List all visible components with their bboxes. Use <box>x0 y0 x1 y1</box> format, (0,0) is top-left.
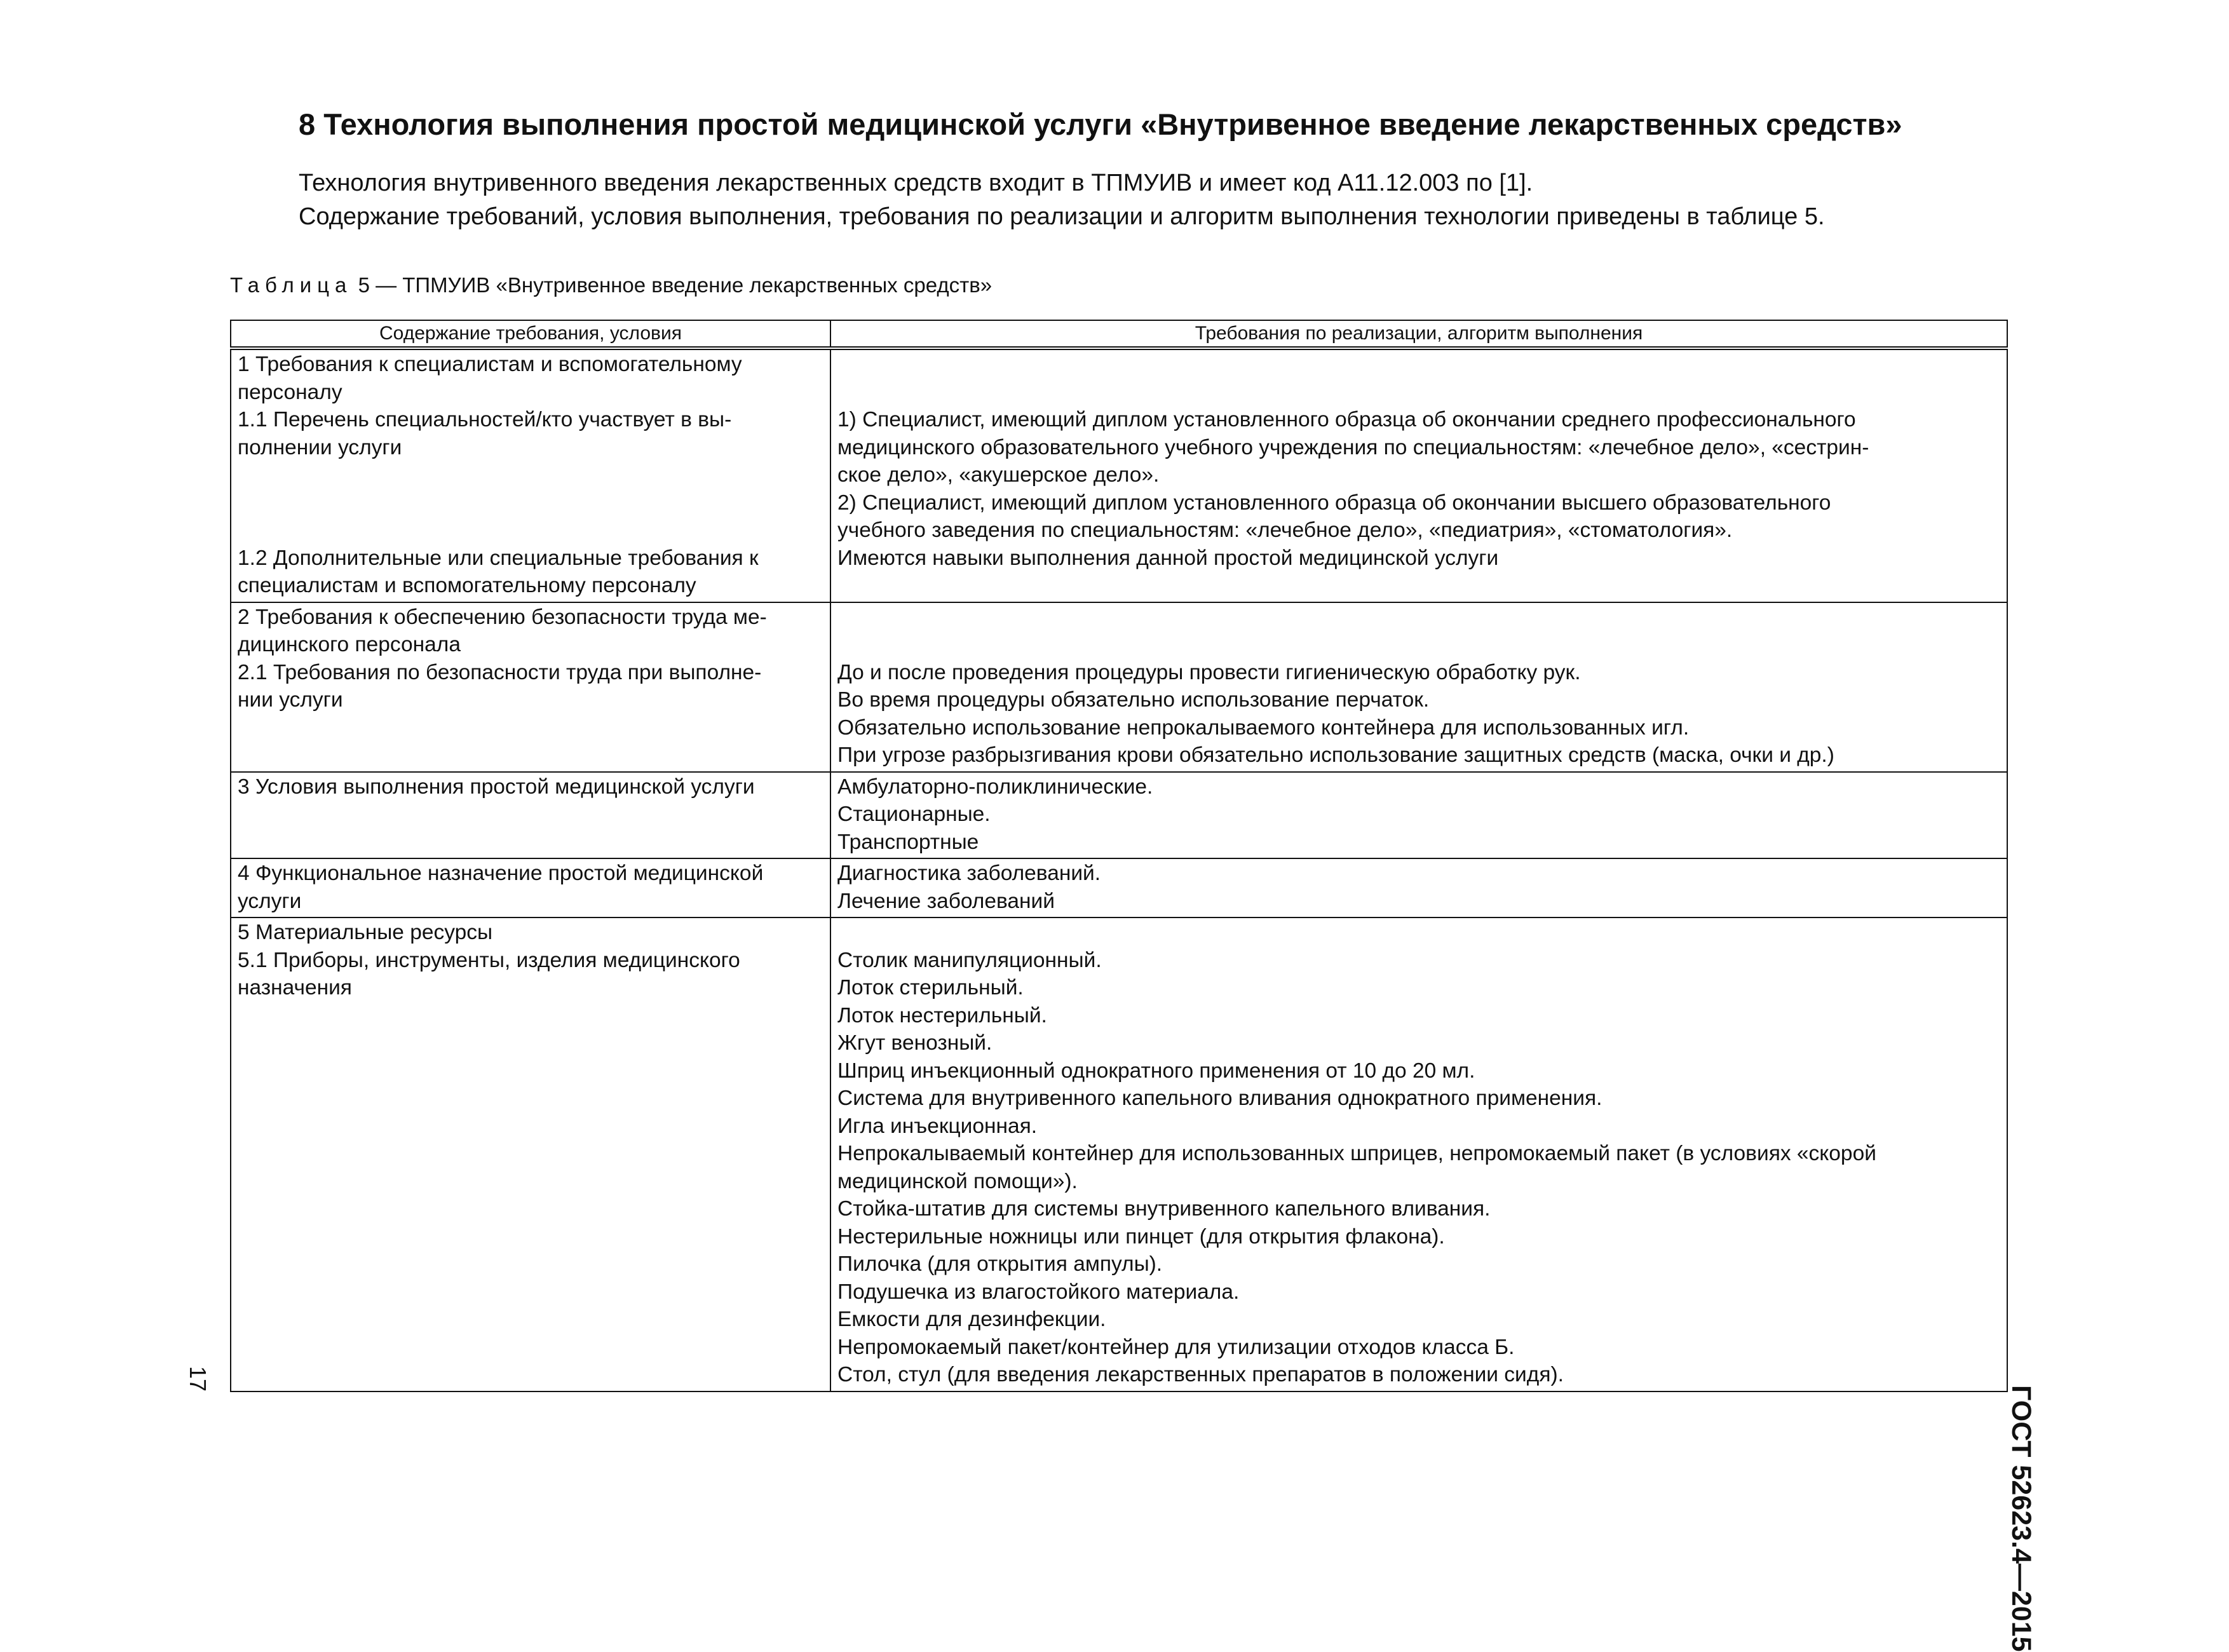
resource-item: Столик манипуляционный. <box>837 948 1102 972</box>
cell-line: 1) Специалист, имеющий диплом установленного образца об окончании среднего профессионального <box>837 408 1856 431</box>
cell-spacer <box>837 604 2000 659</box>
page-number: 17 <box>185 1366 211 1392</box>
cell-line: 1 Требования к специалистам и вспомогательному <box>238 353 742 376</box>
cell-line: 2) Специалист, имеющий диплом установленного образца об окончании высшего образовательного <box>837 491 1831 515</box>
requirement-cell <box>231 602 830 772</box>
resource-item: Жгут венозный. <box>837 1031 993 1055</box>
cell-line: медицинского образовательного учебного учреждения по специальностям: «лечебное дело», «сестрин- <box>837 435 1869 459</box>
requirements-table <box>230 320 2008 1392</box>
cell-line: Транспортные <box>837 830 979 854</box>
resource-item: Лоток стерильный. <box>837 976 1024 999</box>
implementation-cell <box>830 772 2007 859</box>
implementation-cell <box>830 858 2007 917</box>
resource-item: Непрокалываемый контейнер для использованных шприцев, непромокаемый пакет (в условиях «скорой <box>837 1142 1876 1165</box>
table-header-row <box>231 320 2007 348</box>
cell-line: 4 Функциональное назначение простой медицинской <box>238 862 764 885</box>
cell-line: полнении услуги <box>238 435 402 459</box>
cell-line: 3 Условия выполнения простой медицинской услуги <box>238 775 755 799</box>
implementation-cell <box>830 348 2007 602</box>
intro-text <box>299 166 1825 234</box>
column-header-requirements: Содержание требования, условия <box>231 320 830 348</box>
cell-line: 5 Материальные ресурсы <box>238 921 493 944</box>
intro-line: Технология внутривенного введения лекарственных средств входит в ТПМУИВ и имеет код А11.12.003 по [1]. <box>299 170 1533 196</box>
intro-line: Содержание требований, условия выполнения, требования по реализации и алгоритм выполнения технологии приведены в таблице 5. <box>299 203 1825 230</box>
cell-line: Лечение заболеваний <box>837 889 1055 913</box>
cell-spacer <box>238 461 823 545</box>
cell-line: учебного заведения по специальностям: «лечебное дело», «педиатрия», «стоматология». <box>837 518 1733 542</box>
column-header-implementation: Требования по реализации, алгоритм выполнения <box>830 320 2007 348</box>
resource-item: медицинской помощи»). <box>837 1169 1078 1193</box>
table-caption <box>230 273 992 297</box>
cell-line: специалистам и вспомогательному персоналу <box>238 574 696 597</box>
cell-line: Стационарные. <box>837 802 991 826</box>
implementation-cell <box>830 917 2007 1391</box>
cell-line: персоналу <box>238 380 342 404</box>
cell-line: услуги <box>238 889 302 913</box>
table-row <box>231 348 2007 602</box>
cell-line: ское дело», «акушерское дело». <box>837 463 1160 487</box>
table-row <box>231 917 2007 1391</box>
cell-spacer <box>837 919 2000 947</box>
cell-line: При угрозе разбрызгивания крови обязательно использование защитных средств (маска, очки и др.) <box>837 743 1834 767</box>
resource-item: Емкости для дезинфекции. <box>837 1308 1106 1331</box>
cell-line: нии услуги <box>238 688 343 712</box>
resource-item: Лоток нестерильный. <box>837 1003 1047 1027</box>
cell-line: 2 Требования к обеспечению безопасности труда ме- <box>238 605 767 629</box>
table-row <box>231 772 2007 859</box>
cell-line: 5.1 Приборы, инструменты, изделия медицинского <box>238 948 740 972</box>
cell-line: назначения <box>238 976 352 999</box>
requirement-cell <box>231 348 830 602</box>
implementation-cell <box>830 602 2007 772</box>
resource-item: Шприц инъекционный однократного применения от 10 до 20 мл. <box>837 1059 1475 1083</box>
resource-item: Подушечка из влагостойкого материала. <box>837 1280 1240 1304</box>
resource-item: Стол, стул (для введения лекарственных препаратов в положении сидя). <box>837 1363 1564 1386</box>
cell-line: Имеются навыки выполнения данной простой медицинской услуги <box>837 546 1499 570</box>
table-row <box>231 602 2007 772</box>
cell-spacer <box>837 351 2000 406</box>
resource-item: Нестерильные ножницы или пинцет (для открытия флакона). <box>837 1224 1445 1249</box>
requirement-cell <box>231 858 830 917</box>
cell-line: Амбулаторно-поликлинические. <box>837 775 1153 799</box>
section-heading: 8 Технология выполнения простой медицинской услуги «Внутривенное введение лекарственных средств» <box>299 107 1902 141</box>
cell-line: Обязательно использование непрокалываемого контейнера для использованных игл. <box>837 715 1690 740</box>
cell-line: 1.1 Перечень специальностей/кто участвует в вы- <box>238 408 732 431</box>
cell-line: дицинского персонала <box>238 633 461 656</box>
resource-item: Пилочка (для открытия ампулы). <box>837 1252 1163 1276</box>
cell-line: 2.1 Требования по безопасности труда при выполне- <box>238 660 762 684</box>
resource-item: Непромокаемый пакет/контейнер для утилизации отходов класса Б. <box>837 1335 1515 1359</box>
cell-line: Диагностика заболеваний. <box>837 862 1101 885</box>
cell-line: До и после проведения процедуры провести гигиеническую обработку рук. <box>837 660 1581 684</box>
cell-line: 1.2 Дополнительные или специальные требования к <box>238 546 759 570</box>
requirement-cell <box>231 917 830 1391</box>
table-caption-word: Таблица <box>230 273 353 297</box>
resource-item: Система для внутривенного капельного вливания однократного применения. <box>837 1087 1602 1110</box>
table-caption-text: 5 — ТПМУИВ «Внутривенное введение лекарственных средств» <box>358 273 993 297</box>
cell-line: Во время процедуры обязательно использование перчаток. <box>837 688 1430 712</box>
requirement-cell <box>231 772 830 859</box>
resource-item: Стойка-штатив для системы внутривенного капельного вливания. <box>837 1197 1491 1221</box>
table-row <box>231 858 2007 917</box>
resource-item: Игла инъекционная. <box>837 1114 1038 1138</box>
standard-code: ГОСТ 52623.4—2015 <box>2006 1385 2036 1652</box>
